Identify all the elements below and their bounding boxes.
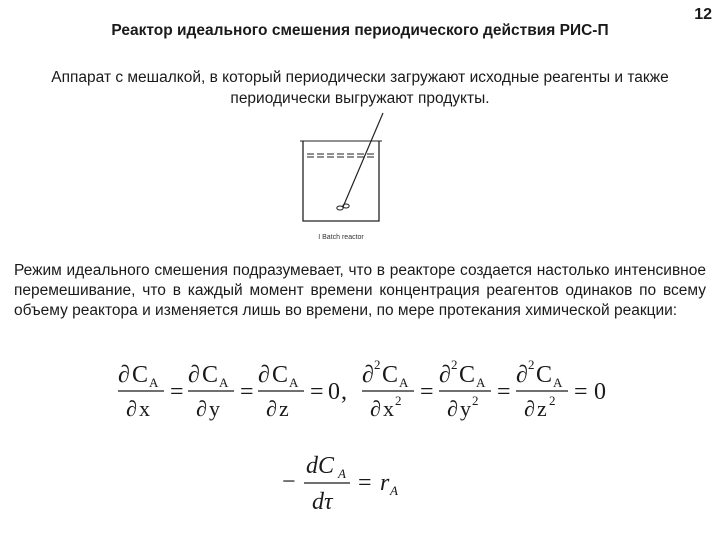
svg-text:A: A: [390, 483, 398, 498]
svg-text:∂: ∂: [196, 396, 207, 421]
equation-rate: [282, 448, 422, 523]
svg-text:x: x: [383, 396, 394, 421]
svg-text:2: 2: [528, 357, 535, 372]
svg-text:=: =: [420, 379, 434, 405]
equation-partial-derivatives: [118, 356, 628, 431]
fraction-d2ca-dy2: [439, 357, 491, 421]
svg-text:A: A: [219, 375, 229, 390]
body-paragraph: Режим идеального смешения подразумевает, что в реакторе создается настолько интенсивное перемешивание, что в каждый момент времени концентрация реагентов одинаков по всему объему реактора и изменяется лишь во времени, по мере протекания химической реакции:: [14, 262, 706, 319]
svg-text:dC: dC: [306, 453, 335, 479]
page-number: 12: [694, 6, 712, 23]
fraction-dca-dz: [258, 362, 304, 421]
svg-text:z: z: [537, 396, 547, 421]
svg-text:dτ: dτ: [312, 489, 333, 515]
svg-text:∂: ∂: [126, 396, 137, 421]
svg-text:A: A: [399, 375, 409, 390]
fraction-dca-dx: [118, 362, 164, 421]
svg-text:y: y: [460, 396, 471, 421]
batch-reactor-drawing: [276, 111, 406, 250]
svg-text:∂: ∂: [524, 396, 535, 421]
svg-text:∂: ∂: [188, 362, 200, 388]
svg-text:C: C: [132, 362, 149, 388]
svg-text:∂: ∂: [266, 396, 277, 421]
svg-text:∂: ∂: [447, 396, 458, 421]
svg-text:A: A: [338, 466, 346, 481]
svg-text:C: C: [272, 362, 289, 388]
svg-text:,: ,: [341, 379, 347, 405]
svg-text:2: 2: [374, 357, 381, 372]
svg-text:∂: ∂: [439, 362, 451, 388]
intro-text: Аппарат с мешалкой, в который периодически загружают исходные реагенты и также периодически выгружают продукты.: [51, 69, 669, 107]
svg-text:−: −: [282, 469, 296, 495]
svg-text:=: =: [574, 379, 588, 405]
svg-text:A: A: [476, 375, 486, 390]
svg-text:=: =: [170, 379, 184, 405]
slide-title: Реактор идеального смешения периодического действия РИС-П: [111, 22, 609, 39]
svg-text:∂: ∂: [258, 362, 270, 388]
batch-reactor-figure: [276, 111, 406, 250]
svg-text:∂: ∂: [362, 362, 374, 388]
svg-text:C: C: [536, 362, 553, 388]
svg-text:=: =: [240, 379, 254, 405]
fraction-d2ca-dz2: [516, 357, 568, 421]
svg-text:0: 0: [328, 379, 340, 405]
svg-text:∂: ∂: [516, 362, 528, 388]
svg-text:x: x: [139, 396, 150, 421]
svg-text:C: C: [202, 362, 219, 388]
fraction-dca-dy: [188, 362, 234, 421]
svg-text:r: r: [380, 470, 390, 496]
svg-text:0: 0: [594, 379, 606, 405]
svg-text:A: A: [149, 375, 159, 390]
svg-text:A: A: [553, 375, 563, 390]
svg-text:C: C: [382, 362, 399, 388]
svg-text:=: =: [310, 379, 324, 405]
svg-text:∂: ∂: [370, 396, 381, 421]
fraction-d2ca-dx2: [362, 357, 414, 421]
svg-text:C: C: [459, 362, 476, 388]
svg-text:2: 2: [472, 393, 479, 408]
svg-text:=: =: [497, 379, 511, 405]
svg-text:2: 2: [395, 393, 402, 408]
svg-text:y: y: [209, 396, 220, 421]
svg-text:A: A: [289, 375, 299, 390]
svg-text:=: =: [358, 470, 372, 496]
svg-text:2: 2: [549, 393, 556, 408]
figure-caption: I Batch reactor: [318, 234, 364, 241]
svg-text:∂: ∂: [118, 362, 130, 388]
svg-text:2: 2: [451, 357, 458, 372]
svg-text:z: z: [279, 396, 289, 421]
